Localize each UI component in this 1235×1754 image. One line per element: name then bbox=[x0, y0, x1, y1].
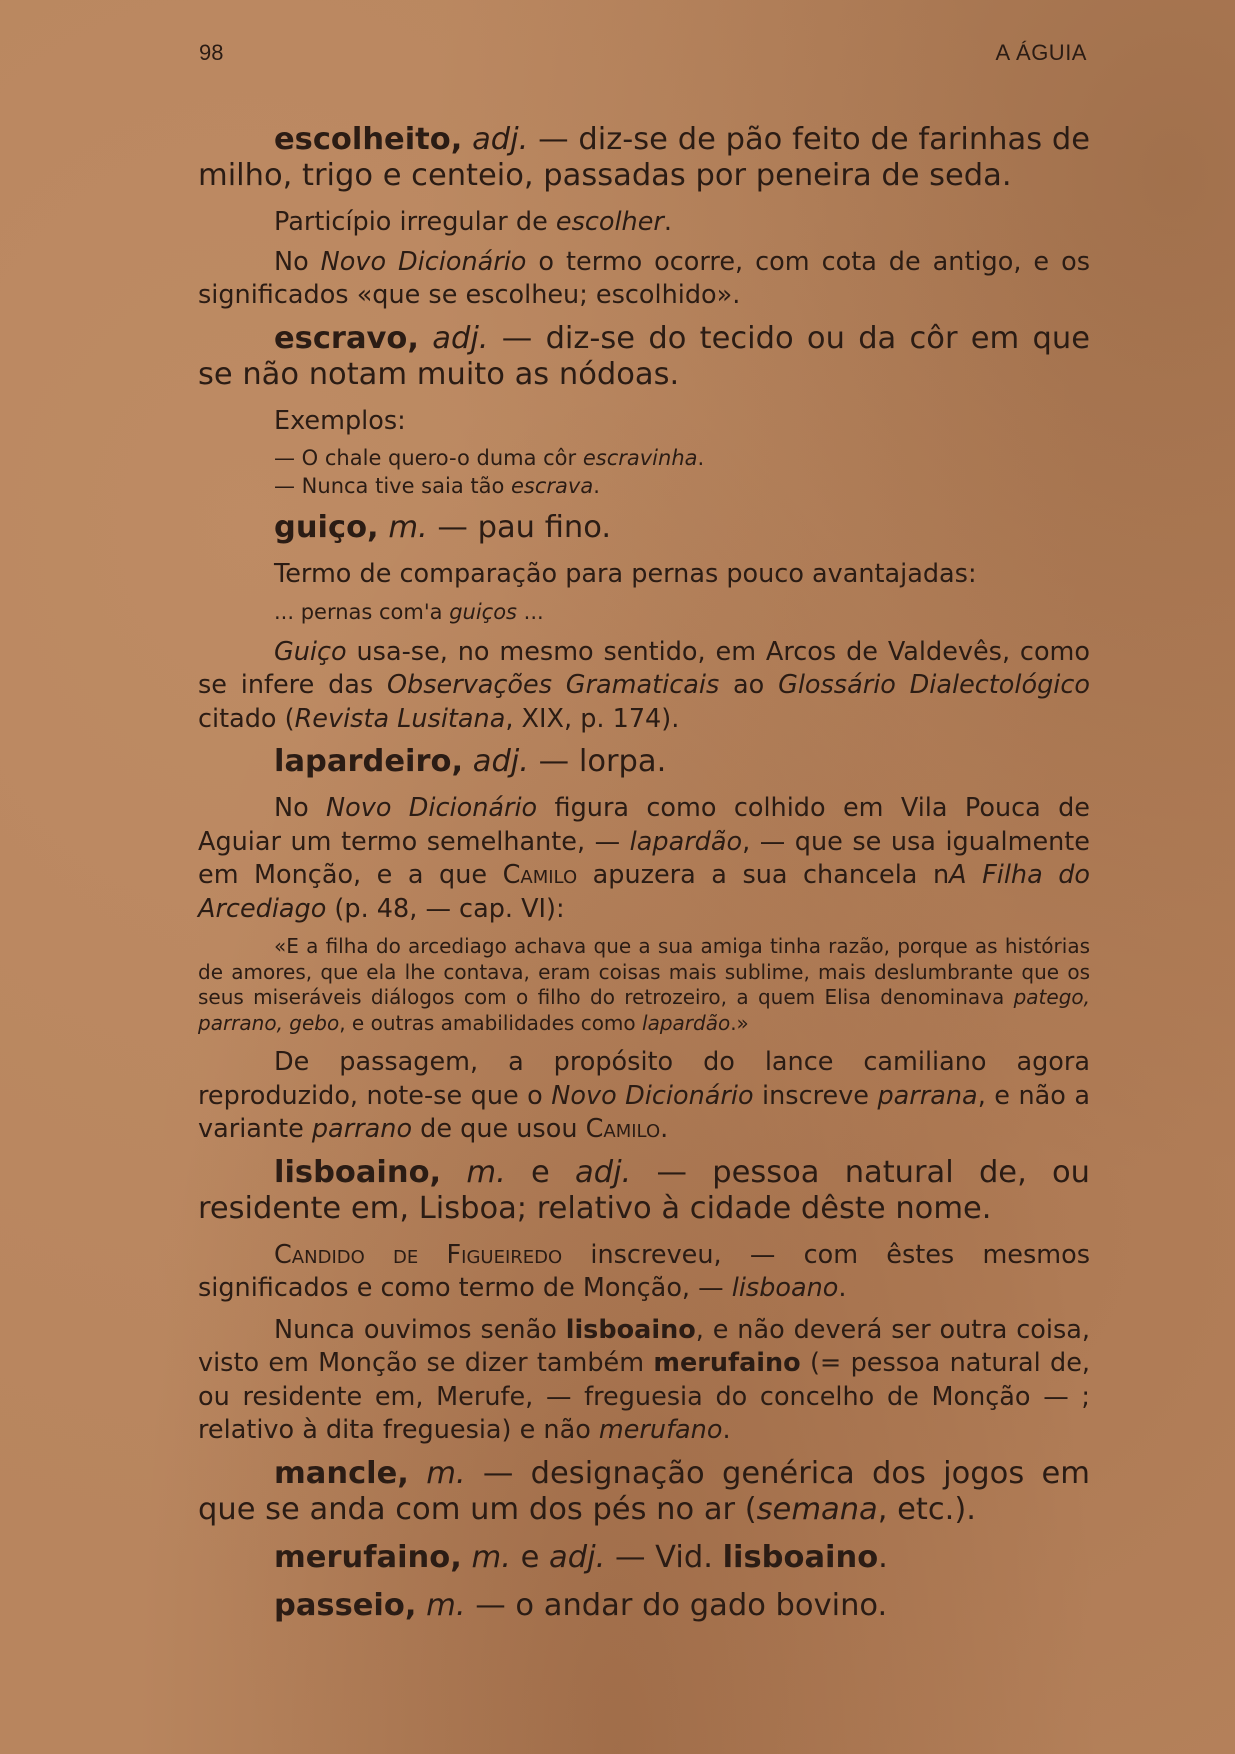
entry-lapardeiro bbox=[198, 744, 1090, 780]
part-of-speech: m. bbox=[426, 1455, 466, 1491]
definition: — Vid. bbox=[605, 1539, 723, 1575]
headword: passeio, bbox=[274, 1587, 417, 1623]
entry-guico bbox=[198, 510, 1090, 546]
part-of-speech: m. bbox=[466, 1154, 506, 1190]
note: Particípio irregular de escolher. bbox=[274, 207, 672, 237]
note: Guiço usa-se, no mesmo sentido, em Arcos de Valdevês, como se infere das Observações Gramaticais ao Glossário Dialectológico citado (Revista Lusitana, XIX, p. 174). bbox=[198, 636, 1090, 734]
part-of-speech: adj. bbox=[472, 122, 529, 157]
note: Termo de comparação para pernas pouco avantajadas: bbox=[274, 559, 977, 589]
entry-escravo bbox=[198, 321, 1090, 393]
definition: — diz-se do tecido ou da côr em que se não notam muito as nódoas. bbox=[198, 320, 1090, 392]
definition: — designação genérica dos jogos em que se anda com um dos pés no ar ( bbox=[198, 1455, 1090, 1527]
headword: lapardeiro, bbox=[274, 744, 464, 779]
headword: merufaino, bbox=[274, 1539, 462, 1575]
entry-passeio bbox=[198, 1588, 1090, 1624]
definition: — pau fino. bbox=[427, 510, 612, 545]
note: Exemplos: bbox=[274, 405, 406, 436]
definition: — o andar do gado bovino. bbox=[465, 1587, 888, 1623]
entry-lisboaino: lisboaino, m. e adj. — pessoa natural de, ou residente em, Lisboa; relativo à cidade dêste nome. bbox=[198, 1154, 1090, 1226]
part-of-speech: m. bbox=[426, 1587, 466, 1623]
definition: — lorpa. bbox=[528, 744, 667, 779]
headword: escolheito, bbox=[274, 122, 463, 157]
entry-merufaino: merufaino, m. e adj. — Vid. lisboaino. bbox=[274, 1539, 888, 1575]
headword: mancle, bbox=[274, 1455, 409, 1491]
definition: — diz-se de pão feito de farinhas de milho, trigo e centeio, passadas por peneira de seda. bbox=[198, 122, 1090, 193]
note: Candido de Figueiredo inscreveu, — com êstes mesmos significados e como termo de Monção, — lisboano. bbox=[198, 1239, 1090, 1303]
headword: guiço, bbox=[274, 510, 379, 545]
note: No Novo Dicionário figura como colhido em Vila Pouca de Aguiar um termo semelhante, — lapardão, — que se usa igualmente em Monção, e a que Camilo apuzera a sua chancela nA Filha do Arcediago (p. 48, — cap. VI): bbox=[198, 793, 1091, 924]
note: No Novo Dicionário o termo ocorre, com cota de antigo, e os significados «que se escolheu; escolhido». bbox=[198, 246, 1090, 310]
part-of-speech: adj. bbox=[549, 1539, 606, 1575]
dictionary-text bbox=[198, 122, 1090, 1636]
running-head: A ÁGUIA bbox=[995, 40, 1087, 65]
part-of-speech: adj. bbox=[575, 1154, 632, 1190]
entry-escolheito bbox=[198, 122, 1090, 194]
part-of-speech: m. bbox=[388, 510, 428, 545]
quotation: «E a filha do arcediago achava que a sua amiga tinha razão, porque as histórias de amores, que ela lhe contava, eram coisas mais sublime, mais deslumbrante que os seus miseráveis diálogos com o filho do retrozeiro, a quem Elisa denominava patego, parrano, gebo, e outras amabilidades como lapardão.» bbox=[198, 934, 1090, 1035]
part-of-speech: adj. bbox=[472, 744, 529, 779]
headword: lisboaino, bbox=[274, 1154, 442, 1190]
example: — Nunca tive saia tão escrava. bbox=[274, 474, 600, 498]
page-number: 98 bbox=[199, 40, 224, 65]
entry-mancle: mancle, m. — designação genérica dos jogos em que se anda com um dos pés no ar (semana, etc.). bbox=[198, 1455, 1090, 1527]
headword: escravo, bbox=[274, 320, 419, 356]
note: Nunca ouvimos senão lisboaino, e não deverá ser outra coisa, visto em Monção se dizer também merufaino (= pessoa natural de, ou residente em, Merufe, — freguesia do concelho de Monção — ; relativo à dita freguesia) e não merufano. bbox=[198, 1314, 1091, 1445]
page-header bbox=[199, 40, 1087, 72]
cross-reference: lisboaino bbox=[722, 1539, 879, 1575]
example: — O chale quero-o duma côr escravinha. bbox=[274, 446, 705, 470]
definition: — pessoa natural de, ou residente em, Lisboa; relativo à cidade dêste nome. bbox=[198, 1154, 1090, 1226]
note: De passagem, a propósito do lance camiliano agora reproduzido, note-se que o Novo Dicionário inscreve parrana, e não a variante parrano de que usou Camilo. bbox=[198, 1047, 1090, 1144]
part-of-speech: m. bbox=[471, 1539, 511, 1575]
example: ... pernas com'a guiços ... bbox=[274, 599, 544, 624]
part-of-speech: adj. bbox=[432, 320, 489, 356]
